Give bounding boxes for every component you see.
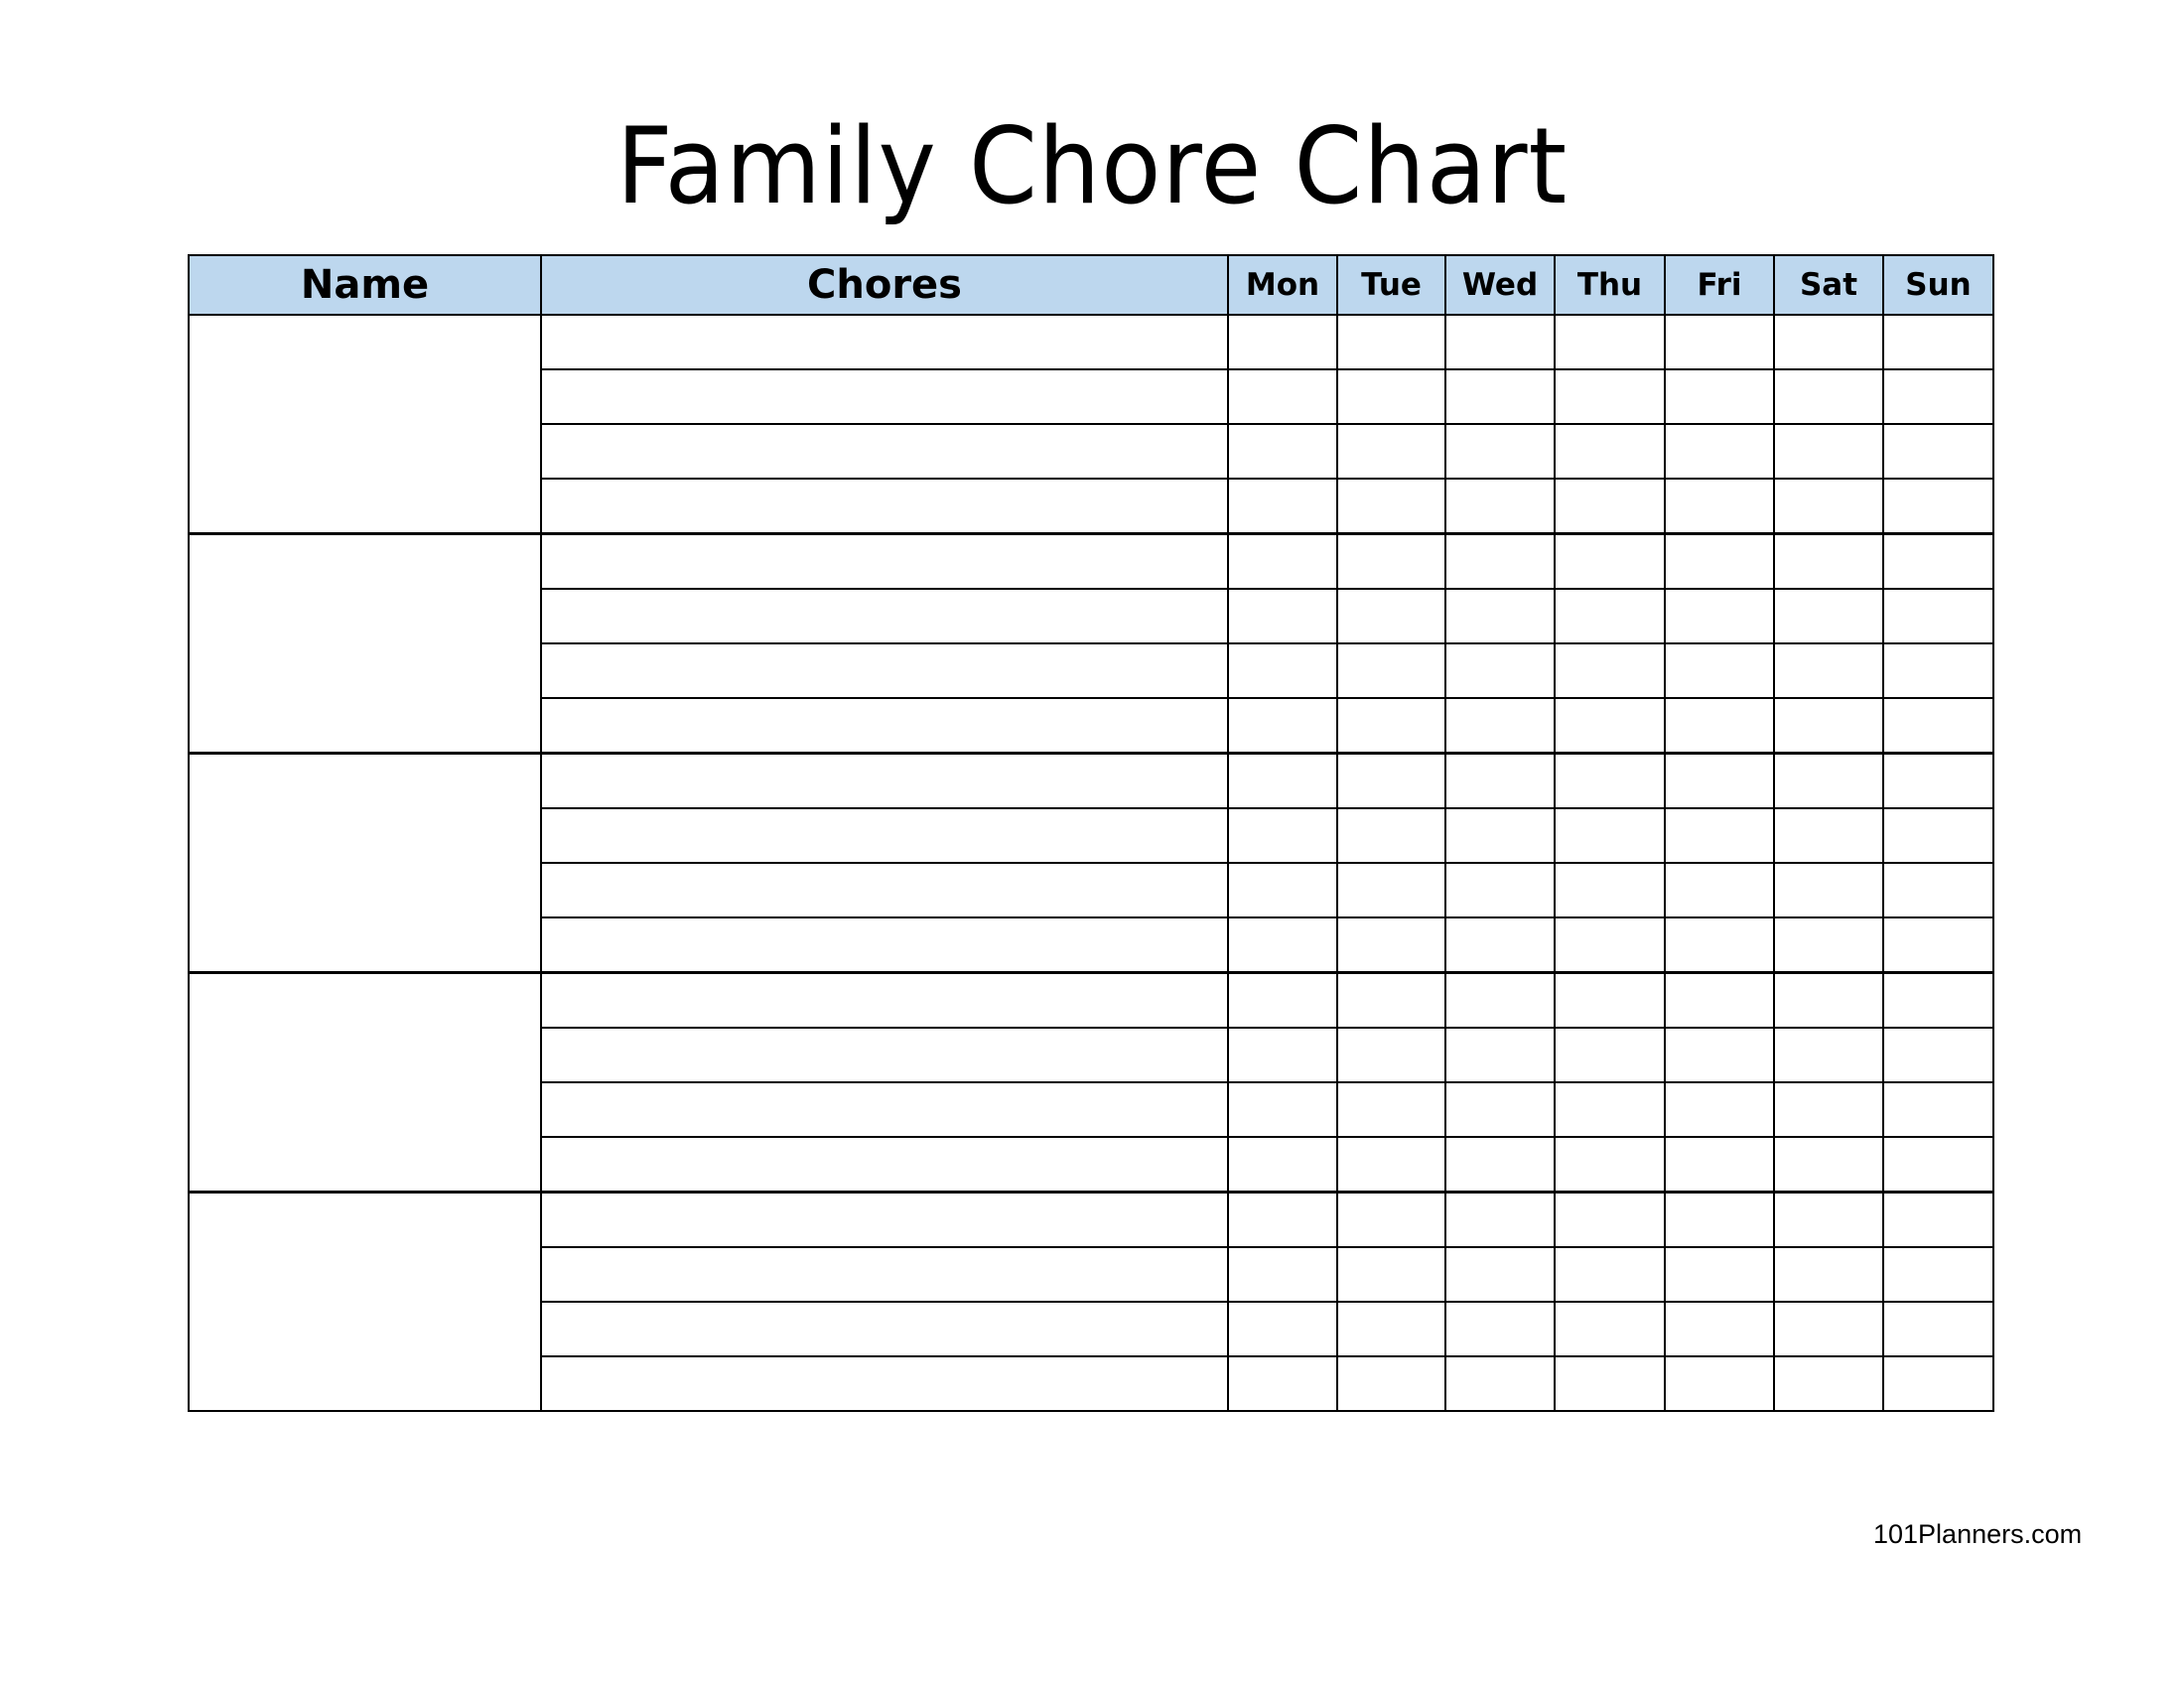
day-check-cell-wed[interactable] — [1445, 863, 1555, 917]
header-sat: Sat — [1774, 255, 1883, 315]
day-check-cell-fri[interactable] — [1665, 589, 1774, 643]
day-check-cell-tue[interactable] — [1337, 1082, 1445, 1137]
day-check-cell-tue[interactable] — [1337, 698, 1445, 754]
day-check-cell-wed[interactable] — [1445, 643, 1555, 698]
header-row — [189, 255, 1993, 315]
chore-cell[interactable] — [541, 1302, 1228, 1356]
day-check-cell-sun[interactable] — [1883, 1193, 1993, 1248]
chore-cell[interactable] — [541, 698, 1228, 754]
header-fri: Fri — [1665, 255, 1774, 315]
day-check-cell-sat[interactable] — [1774, 479, 1883, 534]
chore-cell[interactable] — [541, 917, 1228, 973]
day-check-cell-thu[interactable] — [1555, 1247, 1665, 1302]
day-check-cell-thu[interactable] — [1555, 973, 1665, 1029]
day-check-cell-thu[interactable] — [1555, 808, 1665, 863]
day-check-cell-wed[interactable] — [1445, 424, 1555, 479]
day-check-cell-sun[interactable] — [1883, 1028, 1993, 1082]
day-check-cell-fri[interactable] — [1665, 754, 1774, 809]
day-check-cell-mon[interactable] — [1228, 1028, 1337, 1082]
day-check-cell-wed[interactable] — [1445, 1302, 1555, 1356]
day-check-cell-wed[interactable] — [1445, 1028, 1555, 1082]
day-check-cell-thu[interactable] — [1555, 369, 1665, 424]
day-check-cell-sun[interactable] — [1883, 1356, 1993, 1411]
day-check-cell-tue[interactable] — [1337, 1028, 1445, 1082]
day-check-cell-tue[interactable] — [1337, 424, 1445, 479]
day-check-cell-mon[interactable] — [1228, 315, 1337, 369]
day-check-cell-mon[interactable] — [1228, 1247, 1337, 1302]
day-check-cell-tue[interactable] — [1337, 643, 1445, 698]
day-check-cell-thu[interactable] — [1555, 1302, 1665, 1356]
day-check-cell-wed[interactable] — [1445, 1082, 1555, 1137]
day-check-cell-sat[interactable] — [1774, 1302, 1883, 1356]
day-check-cell-thu[interactable] — [1555, 698, 1665, 754]
day-check-cell-thu[interactable] — [1555, 479, 1665, 534]
brand-footer: 101Planners.com — [1873, 1519, 2083, 1549]
day-check-cell-sat[interactable] — [1774, 808, 1883, 863]
chore-cell[interactable] — [541, 1082, 1228, 1137]
day-check-cell-fri[interactable] — [1665, 534, 1774, 590]
chore-cell[interactable] — [541, 424, 1228, 479]
day-check-cell-wed[interactable] — [1445, 808, 1555, 863]
day-check-cell-sat[interactable] — [1774, 315, 1883, 369]
day-check-cell-tue[interactable] — [1337, 534, 1445, 590]
day-check-cell-sun[interactable] — [1883, 698, 1993, 754]
day-check-cell-wed[interactable] — [1445, 1356, 1555, 1411]
header-wed: Wed — [1445, 255, 1555, 315]
day-check-cell-tue[interactable] — [1337, 973, 1445, 1029]
day-check-cell-mon[interactable] — [1228, 369, 1337, 424]
chore-cell[interactable] — [541, 1028, 1228, 1082]
day-check-cell-thu[interactable] — [1555, 1137, 1665, 1193]
day-check-cell-fri[interactable] — [1665, 973, 1774, 1029]
header-thu: Thu — [1555, 255, 1665, 315]
day-check-cell-fri[interactable] — [1665, 1028, 1774, 1082]
day-check-cell-sat[interactable] — [1774, 1137, 1883, 1193]
day-check-cell-mon[interactable] — [1228, 1356, 1337, 1411]
chore-cell[interactable] — [541, 754, 1228, 809]
page-title: Family Chore Chart — [615, 105, 1569, 227]
day-check-cell-tue[interactable] — [1337, 589, 1445, 643]
chore-cell[interactable] — [541, 589, 1228, 643]
day-check-cell-thu[interactable] — [1555, 643, 1665, 698]
day-check-cell-fri[interactable] — [1665, 643, 1774, 698]
chore-cell[interactable] — [541, 1247, 1228, 1302]
day-check-cell-mon[interactable] — [1228, 424, 1337, 479]
table-row — [189, 754, 1993, 809]
day-check-cell-mon[interactable] — [1228, 698, 1337, 754]
day-check-cell-sat[interactable] — [1774, 643, 1883, 698]
day-check-cell-wed[interactable] — [1445, 589, 1555, 643]
day-check-cell-sat[interactable] — [1774, 1356, 1883, 1411]
day-check-cell-tue[interactable] — [1337, 1137, 1445, 1193]
day-check-cell-tue[interactable] — [1337, 1193, 1445, 1248]
day-check-cell-fri[interactable] — [1665, 424, 1774, 479]
day-check-cell-mon[interactable] — [1228, 479, 1337, 534]
day-check-cell-thu[interactable] — [1555, 1193, 1665, 1248]
day-check-cell-tue[interactable] — [1337, 479, 1445, 534]
day-check-cell-fri[interactable] — [1665, 1082, 1774, 1137]
header-name: Name — [189, 255, 541, 315]
day-check-cell-sun[interactable] — [1883, 424, 1993, 479]
day-check-cell-mon[interactable] — [1228, 917, 1337, 973]
chore-table-body — [189, 315, 1993, 1411]
day-check-cell-fri[interactable] — [1665, 808, 1774, 863]
header-sun: Sun — [1883, 255, 1993, 315]
day-check-cell-thu[interactable] — [1555, 315, 1665, 369]
day-check-cell-sat[interactable] — [1774, 1247, 1883, 1302]
chore-cell[interactable] — [541, 479, 1228, 534]
day-check-cell-mon[interactable] — [1228, 1137, 1337, 1193]
chore-cell[interactable] — [541, 808, 1228, 863]
day-check-cell-tue[interactable] — [1337, 1356, 1445, 1411]
day-check-cell-mon[interactable] — [1228, 1193, 1337, 1248]
name-cell[interactable] — [189, 534, 541, 754]
name-cell[interactable] — [189, 315, 541, 534]
day-check-cell-wed[interactable] — [1445, 1247, 1555, 1302]
day-check-cell-sat[interactable] — [1774, 863, 1883, 917]
day-check-cell-mon[interactable] — [1228, 643, 1337, 698]
day-check-cell-wed[interactable] — [1445, 754, 1555, 809]
day-check-cell-sat[interactable] — [1774, 754, 1883, 809]
day-check-cell-thu[interactable] — [1555, 1028, 1665, 1082]
day-check-cell-tue[interactable] — [1337, 1247, 1445, 1302]
day-check-cell-mon[interactable] — [1228, 754, 1337, 809]
day-check-cell-sun[interactable] — [1883, 863, 1993, 917]
day-check-cell-fri[interactable] — [1665, 1302, 1774, 1356]
day-check-cell-mon[interactable] — [1228, 534, 1337, 590]
day-check-cell-fri[interactable] — [1665, 1356, 1774, 1411]
day-check-cell-sat[interactable] — [1774, 973, 1883, 1029]
day-check-cell-thu[interactable] — [1555, 917, 1665, 973]
name-cell[interactable] — [189, 1193, 541, 1412]
day-check-cell-tue[interactable] — [1337, 863, 1445, 917]
day-check-cell-sun[interactable] — [1883, 808, 1993, 863]
day-check-cell-sat[interactable] — [1774, 534, 1883, 590]
day-check-cell-sun[interactable] — [1883, 1302, 1993, 1356]
day-check-cell-fri[interactable] — [1665, 863, 1774, 917]
chore-cell[interactable] — [541, 534, 1228, 590]
table-row — [189, 1193, 1993, 1248]
day-check-cell-sun[interactable] — [1883, 479, 1993, 534]
chore-cell[interactable] — [541, 315, 1228, 369]
day-check-cell-fri[interactable] — [1665, 315, 1774, 369]
day-check-cell-wed[interactable] — [1445, 973, 1555, 1029]
day-check-cell-sat[interactable] — [1774, 1082, 1883, 1137]
chore-cell[interactable] — [541, 973, 1228, 1029]
chore-cell[interactable] — [541, 643, 1228, 698]
day-check-cell-sat[interactable] — [1774, 424, 1883, 479]
name-cell[interactable] — [189, 754, 541, 973]
table-row — [189, 534, 1993, 590]
day-check-cell-thu[interactable] — [1555, 534, 1665, 590]
header-tue: Tue — [1337, 255, 1445, 315]
day-check-cell-tue[interactable] — [1337, 369, 1445, 424]
chore-cell[interactable] — [541, 1356, 1228, 1411]
day-check-cell-sun[interactable] — [1883, 315, 1993, 369]
day-check-cell-fri[interactable] — [1665, 1137, 1774, 1193]
day-check-cell-sun[interactable] — [1883, 973, 1993, 1029]
day-check-cell-sun[interactable] — [1883, 917, 1993, 973]
day-check-cell-thu[interactable] — [1555, 863, 1665, 917]
day-check-cell-thu[interactable] — [1555, 1356, 1665, 1411]
day-check-cell-fri[interactable] — [1665, 698, 1774, 754]
day-check-cell-tue[interactable] — [1337, 315, 1445, 369]
day-check-cell-thu[interactable] — [1555, 589, 1665, 643]
day-check-cell-tue[interactable] — [1337, 808, 1445, 863]
day-check-cell-wed[interactable] — [1445, 1137, 1555, 1193]
day-check-cell-sat[interactable] — [1774, 1028, 1883, 1082]
day-check-cell-mon[interactable] — [1228, 589, 1337, 643]
chore-cell[interactable] — [541, 1193, 1228, 1248]
day-check-cell-fri[interactable] — [1665, 369, 1774, 424]
day-check-cell-mon[interactable] — [1228, 808, 1337, 863]
day-check-cell-sat[interactable] — [1774, 369, 1883, 424]
chore-cell[interactable] — [541, 863, 1228, 917]
name-cell[interactable] — [189, 973, 541, 1193]
day-check-cell-mon[interactable] — [1228, 863, 1337, 917]
day-check-cell-thu[interactable] — [1555, 424, 1665, 479]
chore-cell[interactable] — [541, 1137, 1228, 1193]
day-check-cell-sun[interactable] — [1883, 1247, 1993, 1302]
day-check-cell-fri[interactable] — [1665, 917, 1774, 973]
day-check-cell-fri[interactable] — [1665, 1247, 1774, 1302]
header-mon: Mon — [1228, 255, 1337, 315]
day-check-cell-wed[interactable] — [1445, 479, 1555, 534]
day-check-cell-sun[interactable] — [1883, 1082, 1993, 1137]
chore-cell[interactable] — [541, 369, 1228, 424]
day-check-cell-wed[interactable] — [1445, 369, 1555, 424]
day-check-cell-thu[interactable] — [1555, 754, 1665, 809]
day-check-cell-mon[interactable] — [1228, 973, 1337, 1029]
table-row — [189, 973, 1993, 1029]
day-check-cell-sun[interactable] — [1883, 589, 1993, 643]
header-chores: Chores — [541, 255, 1228, 315]
day-check-cell-thu[interactable] — [1555, 1082, 1665, 1137]
day-check-cell-wed[interactable] — [1445, 534, 1555, 590]
day-check-cell-tue[interactable] — [1337, 1302, 1445, 1356]
day-check-cell-wed[interactable] — [1445, 1193, 1555, 1248]
day-check-cell-sun[interactable] — [1883, 643, 1993, 698]
day-check-cell-sat[interactable] — [1774, 589, 1883, 643]
day-check-cell-sat[interactable] — [1774, 698, 1883, 754]
day-check-cell-sat[interactable] — [1774, 1193, 1883, 1248]
chore-table — [188, 254, 1994, 1412]
day-check-cell-wed[interactable] — [1445, 917, 1555, 973]
day-check-cell-mon[interactable] — [1228, 1302, 1337, 1356]
day-check-cell-sun[interactable] — [1883, 1137, 1993, 1193]
day-check-cell-sat[interactable] — [1774, 917, 1883, 973]
day-check-cell-tue[interactable] — [1337, 754, 1445, 809]
day-check-cell-wed[interactable] — [1445, 698, 1555, 754]
day-check-cell-fri[interactable] — [1665, 479, 1774, 534]
table-row — [189, 315, 1993, 369]
day-check-cell-sun[interactable] — [1883, 369, 1993, 424]
day-check-cell-mon[interactable] — [1228, 1082, 1337, 1137]
day-check-cell-tue[interactable] — [1337, 917, 1445, 973]
day-check-cell-sun[interactable] — [1883, 754, 1993, 809]
day-check-cell-wed[interactable] — [1445, 315, 1555, 369]
day-check-cell-sun[interactable] — [1883, 534, 1993, 590]
day-check-cell-fri[interactable] — [1665, 1193, 1774, 1248]
